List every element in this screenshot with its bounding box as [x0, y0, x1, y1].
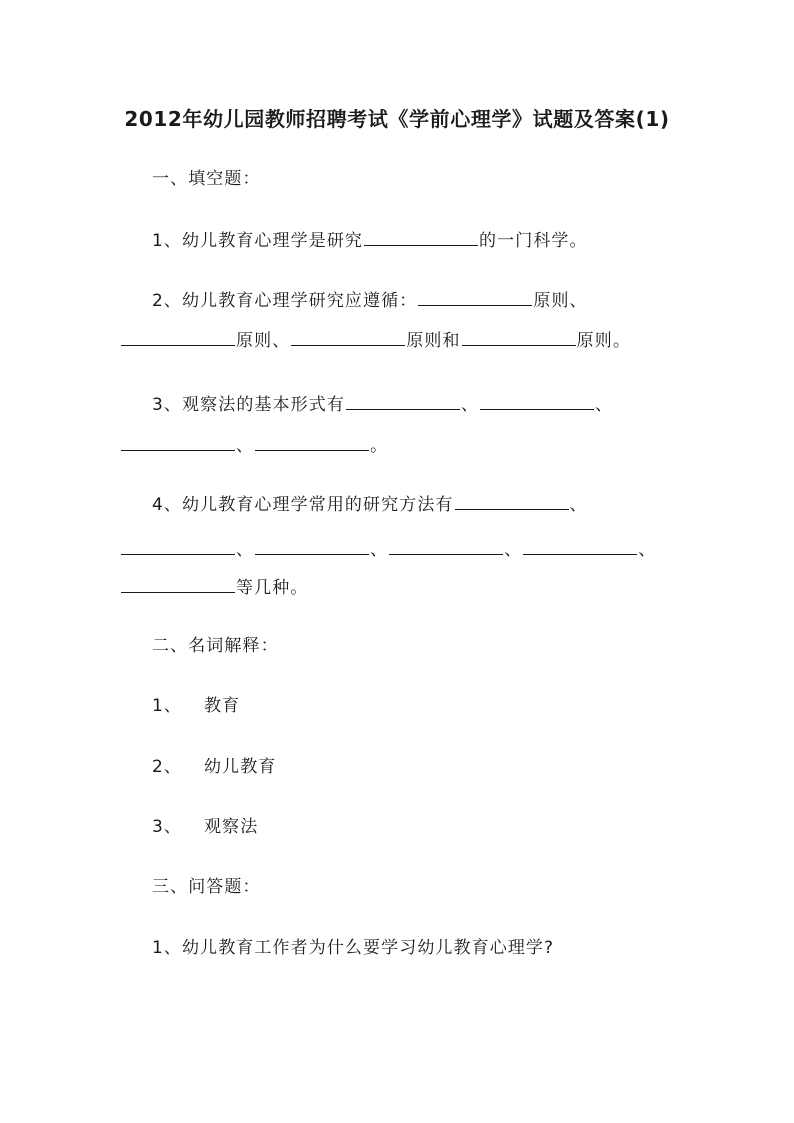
question-text: 原则、 — [533, 291, 588, 311]
separator: 、 — [460, 395, 480, 415]
answer-blank — [255, 433, 369, 451]
question-text: 幼儿教育心理学研究应遵循： — [182, 291, 418, 311]
answer-blank — [291, 328, 405, 346]
question-2-line-2 — [120, 328, 631, 352]
answer-blank — [389, 537, 503, 555]
separator: 、 — [595, 395, 614, 415]
separator: 、 — [638, 540, 657, 560]
term-item — [152, 756, 276, 778]
question-text: 。 — [370, 436, 389, 456]
question-text: 幼儿教育心理学是研究 — [182, 231, 364, 251]
answer-blank — [121, 537, 235, 555]
term-text: 观察法 — [204, 817, 259, 837]
question-text: 原则。 — [576, 331, 631, 351]
question-4-line-2 — [120, 537, 656, 561]
answer-blank — [121, 433, 235, 451]
answer-blank — [121, 575, 235, 593]
answer-blank — [255, 537, 369, 555]
separator: 、 — [236, 540, 255, 560]
page-title: 2012年幼儿园教师招聘考试《学前心理学》试题及答案(1) — [124, 107, 670, 131]
answer-blank — [455, 492, 569, 510]
question-4-line-3 — [120, 575, 308, 599]
question-text: 的一门科学。 — [479, 231, 588, 251]
section-heading-terms: 二、名词解释： — [152, 636, 279, 656]
question-number: 3、 — [152, 395, 183, 415]
term-number: 2、 — [152, 757, 183, 777]
separator: 、 — [370, 540, 389, 560]
answer-blank — [364, 228, 478, 246]
question-text: 原则、 — [236, 331, 291, 351]
question-number: 1、 — [152, 938, 183, 958]
answer-blank — [462, 328, 576, 346]
answer-blank — [346, 392, 460, 410]
answer-blank — [121, 328, 235, 346]
question-number: 2、 — [152, 291, 183, 311]
question-text: 等几种。 — [236, 578, 309, 598]
section-heading-fill-blank: 一、填空题： — [152, 169, 261, 189]
term-item — [152, 695, 240, 717]
question-2-line-1 — [152, 288, 588, 312]
separator: 、 — [569, 495, 588, 515]
term-text: 教育 — [204, 696, 241, 716]
question-4-line-1 — [152, 492, 588, 516]
answer-blank — [480, 392, 594, 410]
qa-question-1 — [152, 937, 554, 959]
question-text: 观察法的基本形式有 — [182, 395, 345, 415]
question-3-line-1 — [152, 392, 613, 416]
question-3-line-2 — [120, 433, 388, 457]
question-text: 幼儿教育心理学常用的研究方法有 — [182, 495, 454, 515]
question-number: 4、 — [152, 495, 183, 515]
term-number: 3、 — [152, 817, 183, 837]
term-item — [152, 816, 258, 838]
term-number: 1、 — [152, 696, 183, 716]
separator: 、 — [236, 436, 255, 456]
answer-blank — [418, 288, 532, 306]
question-text: 原则和 — [406, 331, 461, 351]
separator: 、 — [504, 540, 523, 560]
answer-blank — [523, 537, 637, 555]
section-heading-qa: 三、问答题： — [152, 877, 261, 897]
term-text: 幼儿教育 — [204, 757, 277, 777]
question-text: 幼儿教育工作者为什么要学习幼儿教育心理学? — [182, 938, 555, 958]
question-1 — [152, 228, 588, 252]
question-number: 1、 — [152, 231, 183, 251]
